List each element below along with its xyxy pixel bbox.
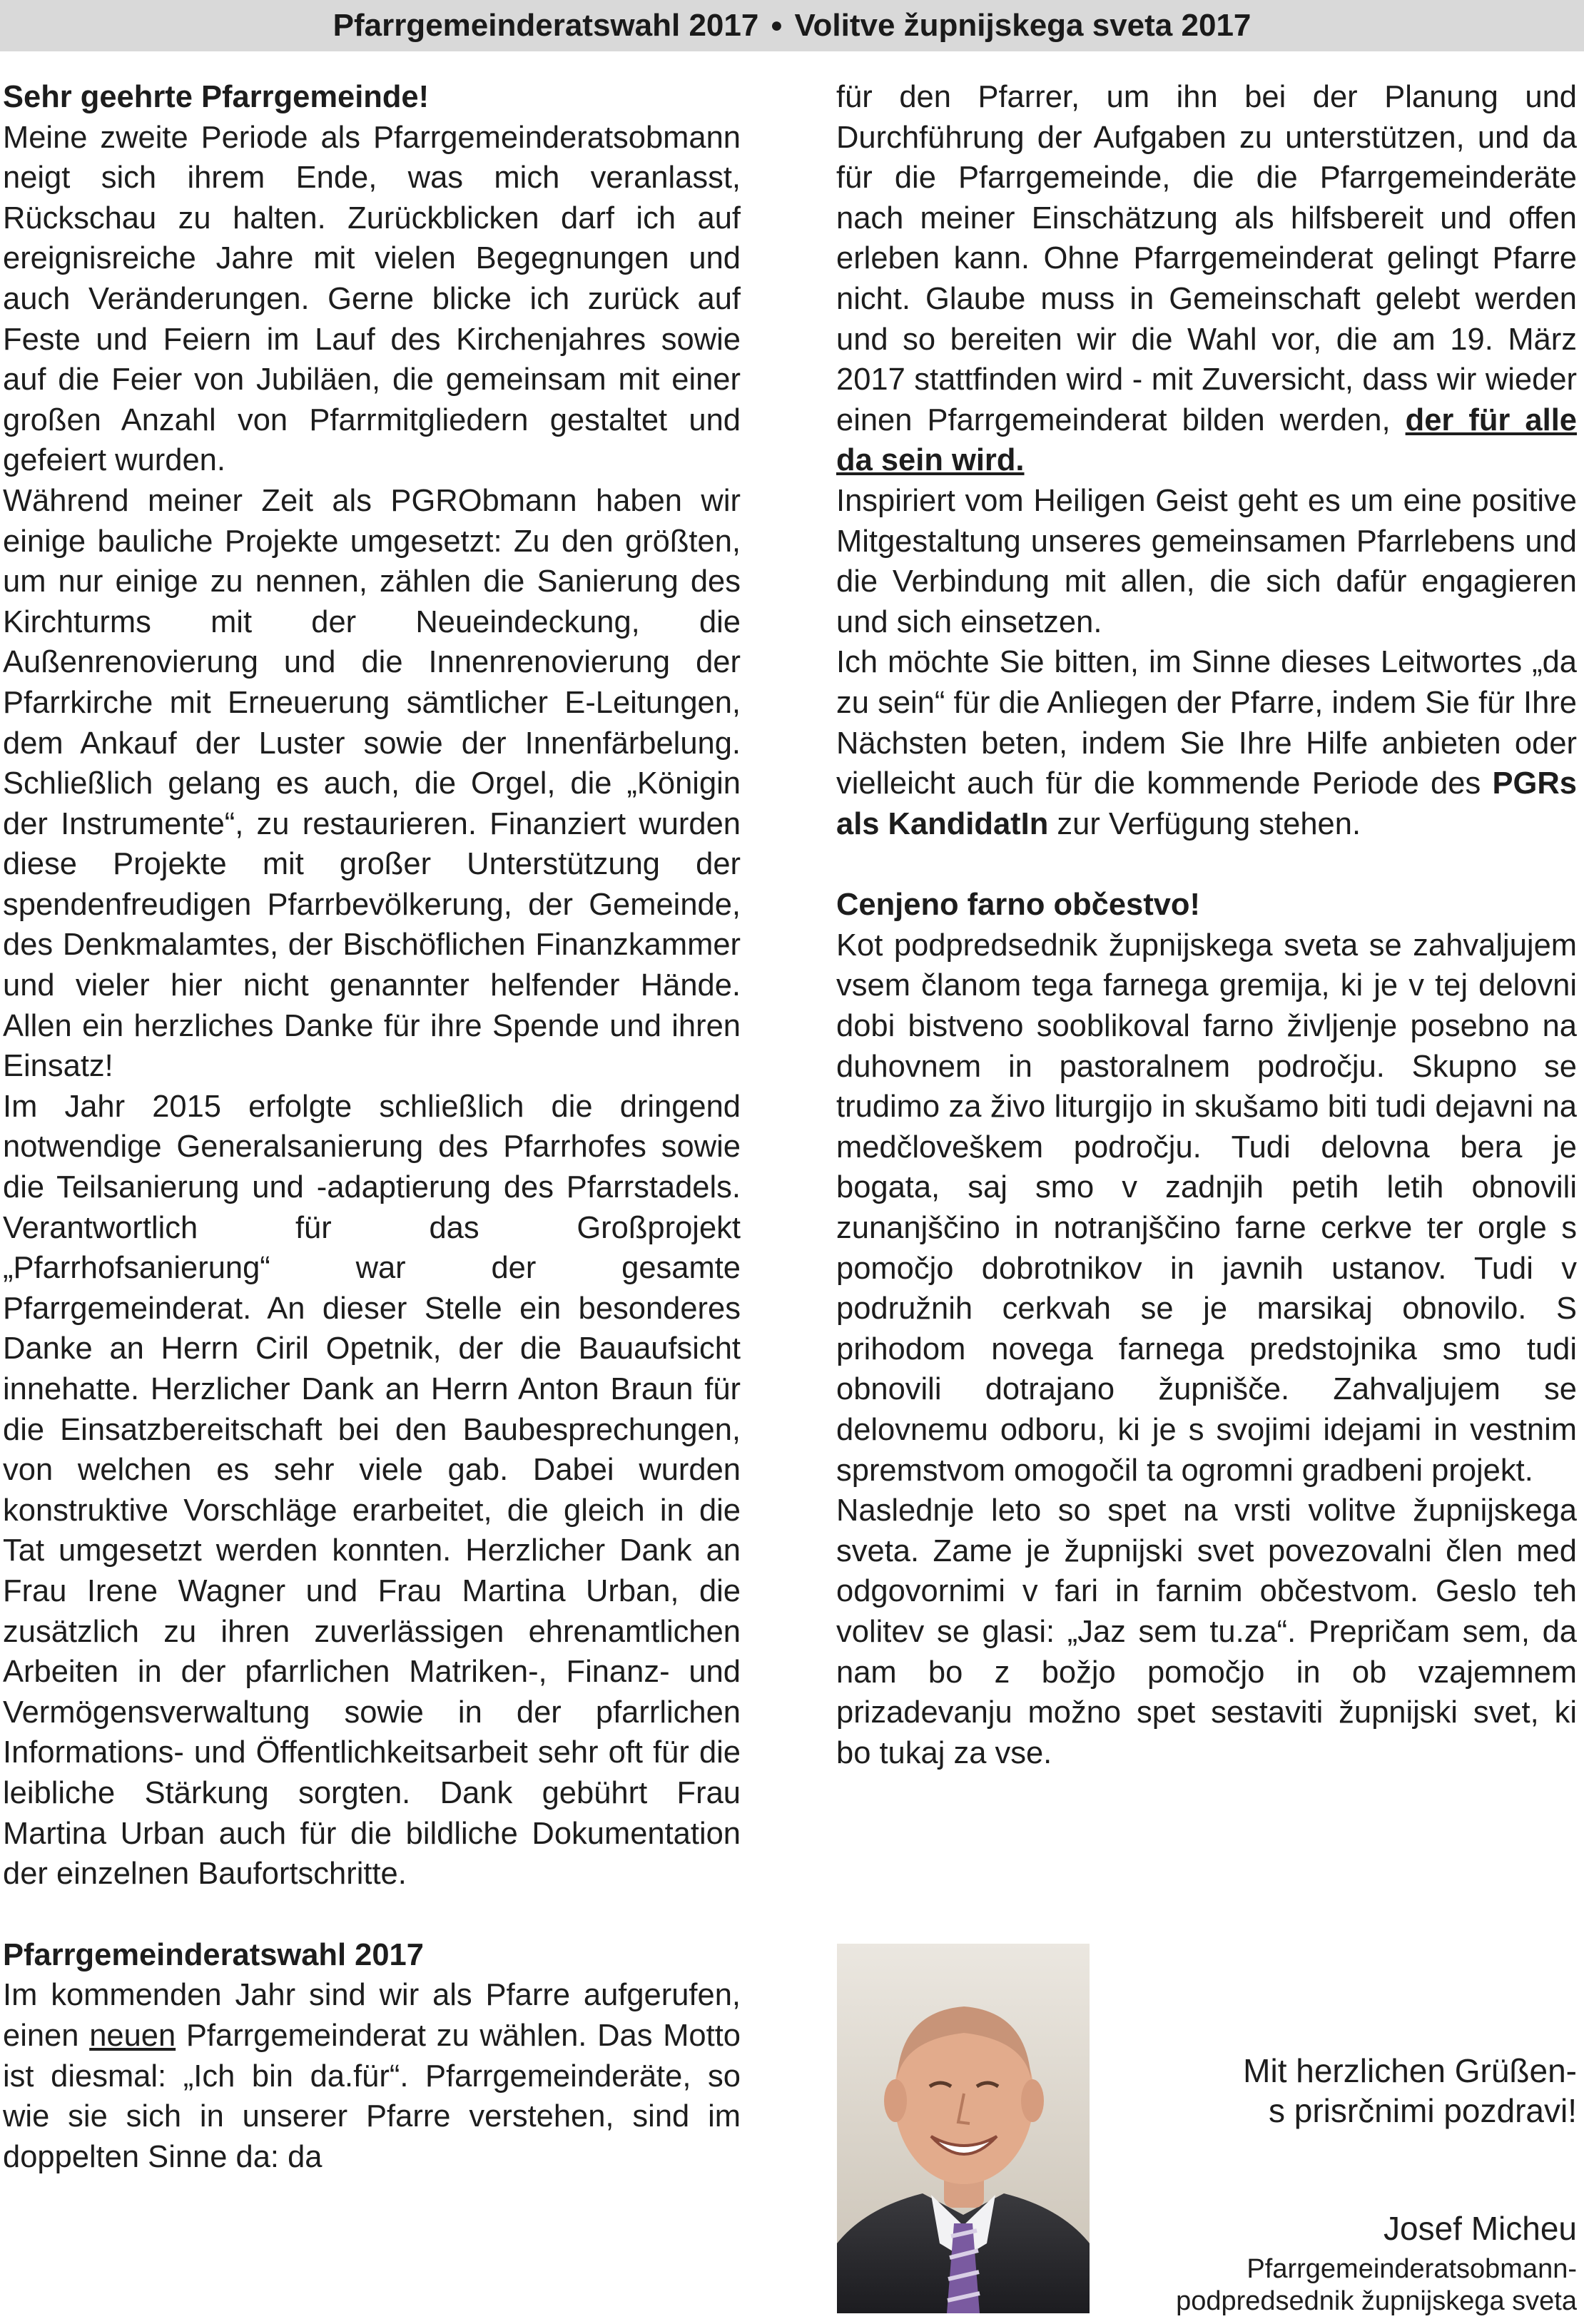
portrait-photo — [837, 1944, 1090, 2313]
section-heading-election: Pfarrgemeinderatswahl 2017 — [3, 1937, 424, 1972]
council-paragraph — [836, 77, 1577, 481]
spacer — [3, 1894, 741, 1935]
emphasis-text: der für alle da sein wird. — [836, 402, 1577, 478]
right-column — [836, 77, 1577, 1773]
closing-greeting — [1243, 2051, 1577, 2131]
request-text-start: Ich möchte Sie bitten, im Sinne dieses Leitwortes „da zu sein“ für die Anliegen der Pfarre, indem Sie für Ihre Nächsten beten, indem Sie Ihre Hilfe anbieten oder vielleicht auch für die kommende Periode des — [836, 645, 1577, 801]
header-bar — [0, 0, 1584, 51]
election-text-end: Pfarrgemeinderat zu wählen. Das Motto ist diesmal: „Ich bin da.für“. Pfarrgemeinderäte, so wie sie sich in unserer Pfarre verstehen, sind im doppelten Sinne da: da — [3, 2018, 741, 2174]
role-german: Pfarrgemeinderatsobmann- — [1247, 2254, 1577, 2284]
role-slovenian: podpredsednik župnijskega sveta — [1176, 2286, 1577, 2316]
intro-paragraph: Meine zweite Periode als Pfarrgemeinderatsobmann neigt sich ihrem Ende, was mich veranlasst, Rückschau zu halten. Zurückblicken darf ich auf ereignisreiche Jahre mit vielen Begegnungen und auch Veränderungen. Gerne blicke ich zurück auf Feste und Feiern im Lauf des Kirchenjahres sowie auf die Feier von Jubiläen, die gemeinsam mit einer großen Anzahl von Pfarrmitgliedern gestaltet und gefeiert wurden. — [3, 120, 741, 478]
signature-role — [1176, 2253, 1577, 2318]
portrait-illustration — [837, 1944, 1090, 2313]
greeting-german: Mit herzlichen Grüßen- — [1243, 2052, 1577, 2089]
election-text-start: Im kommenden Jahr sind wir als Pfarre aufgerufen, einen — [3, 1978, 741, 2053]
signature-name: Josef Micheu — [1383, 2210, 1577, 2247]
spacer — [836, 844, 1577, 885]
slovenian-paragraph-2: Naslednje leto so spet na vrsti volitve župnijskega sveta. Zame je župnijski svet povezovalni člen med odgovornimi v fari in farnim občestvom. Geslo teh volitev se glasi: „Jaz sem tu.za“. Prepričam sem, da nam bo z božjo pomočjo in ob vzajemnem prizadevanju možno spet sestaviti župnijski svet, ki bo tukaj za vse. — [836, 1493, 1577, 1770]
bold-candidate-text: PGRs als KandidatIn — [836, 766, 1577, 841]
renovation-paragraph: Im Jahr 2015 erfolgte schließlich die dringend notwendige Generalsanierung des Pfarrhofes sowie die Teilsanierung und -adaptierung des Pfarrstadels. Verantwortlich für das Großprojekt „Pfarrhofsanierung“ war der gesamte Pfarrgemeinderat. An dieser Stelle ein besonderes Danke an Herrn Ciril Opetnik, der die Bauaufsicht innehatte. Herzlicher Dank an Herrn Anton Braun für die Einsatzbereitschaft bei den Baubesprechungen, von welchen es sehr viele gab. Dabei wurden konstruktive Vorschläge erarbeitet, die gleich in die Tat umgesetzt werden konnten. Herzlicher Dank an Frau Irene Wagner und Frau Martina Urban, die zusätzlich zu ihren zuverlässigen ehrenamtlichen Arbeiten in der pfarrlichen Matriken-, Finanz- und Vermögensverwaltung sowie in der pfarrlichen Informations- und Öffentlichkeitsarbeit sehr oft für die leibliche Stärkung sorgten. Dank gebührt Frau Martina Urban auch für die bildliche Dokumentation der einzelnen Baufortschritte. — [3, 1089, 741, 1892]
projects-paragraph: Während meiner Zeit als PGRObmann haben wir einige bauliche Projekte umgesetzt: Zu den größten, um nur einige zu nennen, zählen die Sanierung des Kirchturms mit der Neueindeckung, die Außenrenovierung und die Innenrenovierung der Pfarrkirche mit Erneuerung sämtlicher E-Leitungen, dem Ankauf der Luster sowie der Innenfärbelung. Schließlich gelang es auch, die Orgel, die „Königin der Instrumente“, zu restaurieren. Finanziert wurden diese Projekte mit großer Unterstützung der spendenfreudigen Pfarrbevölkerung, der Gemeinde, des Denkmalamtes, der Bischöflichen Finanzkammer und vieler hier nicht genannter helfender Hände. Allen ein herzliches Danke für ihre Spende und ihren Einsatz! — [3, 483, 741, 1084]
header-separator: ● — [770, 14, 783, 37]
request-paragraph — [836, 642, 1577, 844]
slovenian-paragraph-1: Kot podpredsednik župnijskega sveta se zahvaljujem vsem članom tega farnega gremija, ki je v tej delovni dobi bistveno sooblikoval farno življenje posebno na duhovnem in pastoralnem področju. Skupno se trudimo za živo liturgijo in skušamo biti tudi dejavni na medčloveškem področju. Tudi delovna bera je bogata, saj smo v zadnjih petih letih obnovili zunanjščino in notranjščino farne cerkve ter orgle s pomočjo dobrotnikov in javnih ustanov. Tudi v podružnih cerkvah se je marsikaj obnovilo. S prihodom novega farnega predstojnika smo tudi obnovili dotrajano župnišče. Zahvaljujem se delovnemu odboru, ki je s svojimi idejami in vestnim spremstvom omogočil ta ogromni gradbeni projekt. — [836, 928, 1577, 1488]
header-title-sl: Volitve župnijskega sveta 2017 — [794, 8, 1252, 43]
council-text: für den Pfarrer, um ihn bei der Planung und Durchführung der Aufgaben zu unterstützen, und da für die Pfarrgemeinde, die die Pfarrgemeinderäte nach meiner Einschätzung als hilfsbereit und offen erleben kann. Ohne Pfarrgemeinderat gelingt Pfarre nicht. Glaube muss in Gemeinschaft gelebt werden und so bereiten wir die Wahl vor, die am 19. März 2017 stattfinden wird - mit Zuversicht, dass wir wieder einen Pfarrgemeinderat bilden werden, — [836, 80, 1577, 437]
request-text-end: zur Verfügung stehen. — [1048, 806, 1361, 841]
header-title-de: Pfarrgemeinderatswahl 2017 — [332, 8, 759, 43]
election-paragraph — [3, 1975, 741, 2177]
greeting-heading: Sehr geehrte Pfarrgemeinde! — [3, 80, 430, 114]
slovenian-heading: Cenjeno farno občestvo! — [836, 888, 1200, 923]
underlined-word-neuen: neuen — [89, 2018, 176, 2053]
greeting-slovenian: s prisrčnimi pozdravi! — [1269, 2092, 1577, 2129]
left-column — [3, 77, 741, 2177]
inspired-paragraph: Inspiriert vom Heiligen Geist geht es um eine positive Mitgestaltung unseres gemeinsamen Pfarrlebens und die Verbindung mit allen, die sich dafür engagieren und sich einsetzen. — [836, 483, 1577, 639]
